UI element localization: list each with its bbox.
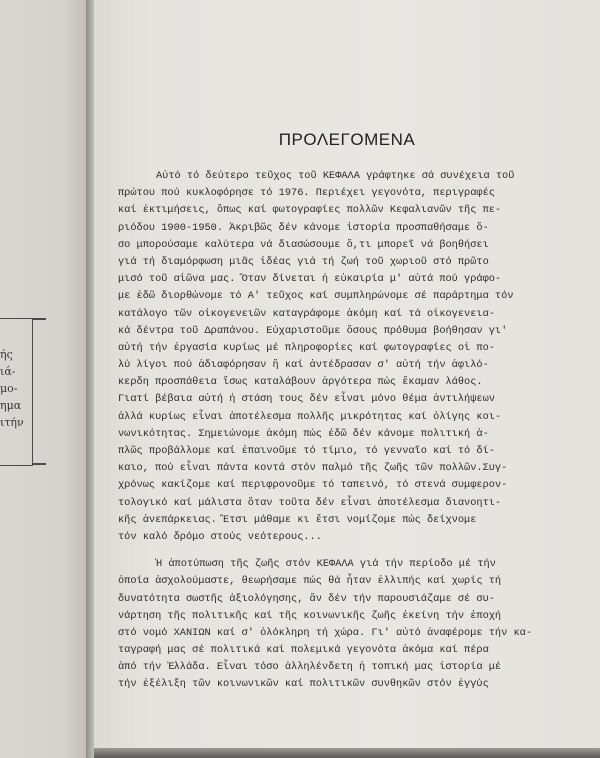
text-line: κῆς ἀνεπάρκειας. Ἔτσι μάθαμε κι ἔτσι νομίζομε πώς δείχνομε <box>118 513 477 526</box>
page-title: ΠΡΟΛΕΓΟΜΕΝΑ <box>278 130 416 149</box>
text-line: κερδη προσπάθεια ἴσως καταλάβουν ἀργότερα πώς ἔκαμαν λάθος. <box>118 376 483 389</box>
text-line: μισό τοῦ αἰῶνα μας. Ὅταν δίνεται ἡ εὐκαιρία μ' αὐτά πού γράφο- <box>118 273 502 286</box>
text-line: Γιατί βέβαια αὐτή ἡ στάση τους δέν εἶναι μόνο θέμα ἀντιλήψεων <box>118 393 495 406</box>
text-line: ριόδου 1900-1950. Ἀκριβῶς δέν κάνομε ἱστορία προσπαθήσαμε ὅ- <box>118 221 489 234</box>
text-line: ἀλλά κυρίως εἶναι ἀποτέλεσμα πολλῆς μικρότητας καί ὀλίγης κοι- <box>118 410 502 423</box>
text-line: καιο, πού εἶναι πάντα κοντά στόν παλμό τῆς ζωῆς τῶν πολλῶν.Συγ- <box>118 462 508 475</box>
text-line: ὁποία ἀσχολούμαστε, θεωρήσαμε πώς θά ἦταν ἐλλιπής καί χωρίς τή <box>118 575 502 588</box>
text-line: νάρτηση τῆς πολιτικῆς καί τῆς κοινωνικῆς ζωῆς ἐκείνη τήν ἐποχή <box>118 609 502 622</box>
facing-page-text-fragment: ιά- <box>0 365 16 378</box>
facing-page-text-fragment: ημα <box>0 399 22 412</box>
table-corner-tick <box>32 463 46 465</box>
paragraph-1 <box>118 168 586 546</box>
facing-page <box>0 0 92 758</box>
text-line: τήν ἐξέλιξη τῶν κοινωνικῶν καί πολιτικῶν συνθηκῶν στόν ἐγγύς <box>118 678 489 691</box>
text-line: κατάλογο τῶν οἰκογενειῶν καταγράφομε ἀκόμη καί τά οἰκογενεια- <box>118 307 495 320</box>
text-line: πρώτου πού κυκλοφόρησε τό 1976. Περιέχει γεγονότα, περιγραφές <box>118 187 495 200</box>
text-line: στό νομό ΧΑΝΙΩΝ καί σ' ὁλόκληρη τή χώρα. Γι' αὐτό ἀναφέρομε τήν κα- <box>118 626 533 639</box>
text-line: χρόνως κακίζομε καί περιφρονοῦμε τό ταπεινό, τό στενά συμφερον- <box>118 479 508 492</box>
facing-page-text-fragment: ής <box>0 348 13 361</box>
text-line: αὐτή τήν ἐργασία κυρίως μέ πληροφορίες καί φωτογραφίες οἱ πο- <box>118 341 495 354</box>
text-line: κά δέντρα τοῦ Δραπάνου. Εὐχαριστοῦμε ὅσους πρόθυμα βοήθησαν γι' <box>118 324 508 337</box>
text-line: γιά τή διαμόρφωση μιᾶς ἰδέας γιά τή ζωή τοῦ χωριοῦ στό πρῶτο <box>118 255 489 268</box>
text-line: τόν καλό δρόμο στούς νεότερους... <box>118 530 322 543</box>
facing-page-text-fragment: ιτήν <box>0 416 24 429</box>
page-bottom-edge <box>94 748 600 758</box>
text-line: σο μπορούσαμε καλύτερα νά διασώσουμε ὅ,τι μπορεῖ νά βοηθήσει <box>118 238 489 251</box>
text-line: με ἐδῶ διορθώνομε τό Α' τεῦχος καί συμπληρώνομε σέ παράρτημα τόν <box>118 290 514 303</box>
body-text <box>118 168 586 694</box>
text-line: τολογικό καί μάλιστα ὅταν τοῦτα δέν εἶναι ἀποτέλεσμα διανοητι- <box>118 496 502 509</box>
paragraph-2 <box>118 556 586 694</box>
text-line: Ἡ ἀποτύπωση τῆς ζωῆς στόν ΚΕΦΑΛΑ γιά τήν περίοδο μέ τήν <box>156 558 496 571</box>
text-line: πλῶς προβάλλομε καί ἐπαινοῦμε τό τίμιο, τό γενναῖο καί τό δί- <box>118 445 495 457</box>
text-line: Αὐτό τό δεύτερο τεῦχος τοῦ ΚΕΦΑΛΑ γράφτηκε σά συνέχεια τοῦ <box>156 170 515 182</box>
table-corner-tick <box>32 318 46 320</box>
document-page <box>94 0 600 750</box>
text-line: λύ λίγοι πού ἀδιαφόρησαν ἤ καί ἀντέδρασαν σ' αὐτή τήν ἀφιλό- <box>118 359 489 372</box>
text-line: καί ἐκτιμήσεις, ὅπως καί φωτογραφίες πολλῶν Κεφαλιανῶν τῆς πε- <box>118 204 502 217</box>
text-line: ταγραφή μας σέ πολιτικά καί πολεμικά γεγονότα ἀκόμα καί πέρα <box>118 644 489 657</box>
facing-page-text-fragment: μο- <box>0 382 18 395</box>
text-line: ἀπό τήν Ἑλλάδα. Εἶναι τόσο ἀλληλένδετη ἡ τοπική μας ἱστορία μέ <box>118 661 502 674</box>
text-line: δυνατότητα σωστῆς ἀξιολόγησης, ἄν δέν τήν παρουσιάζαμε σέ συ- <box>118 592 495 605</box>
text-line: νωνικότητας. Σημειώνομε ἀκόμη πώς ἐδῶ δέν κάνομε πολιτική ἁ- <box>118 427 489 440</box>
paragraph-gap <box>118 546 586 556</box>
